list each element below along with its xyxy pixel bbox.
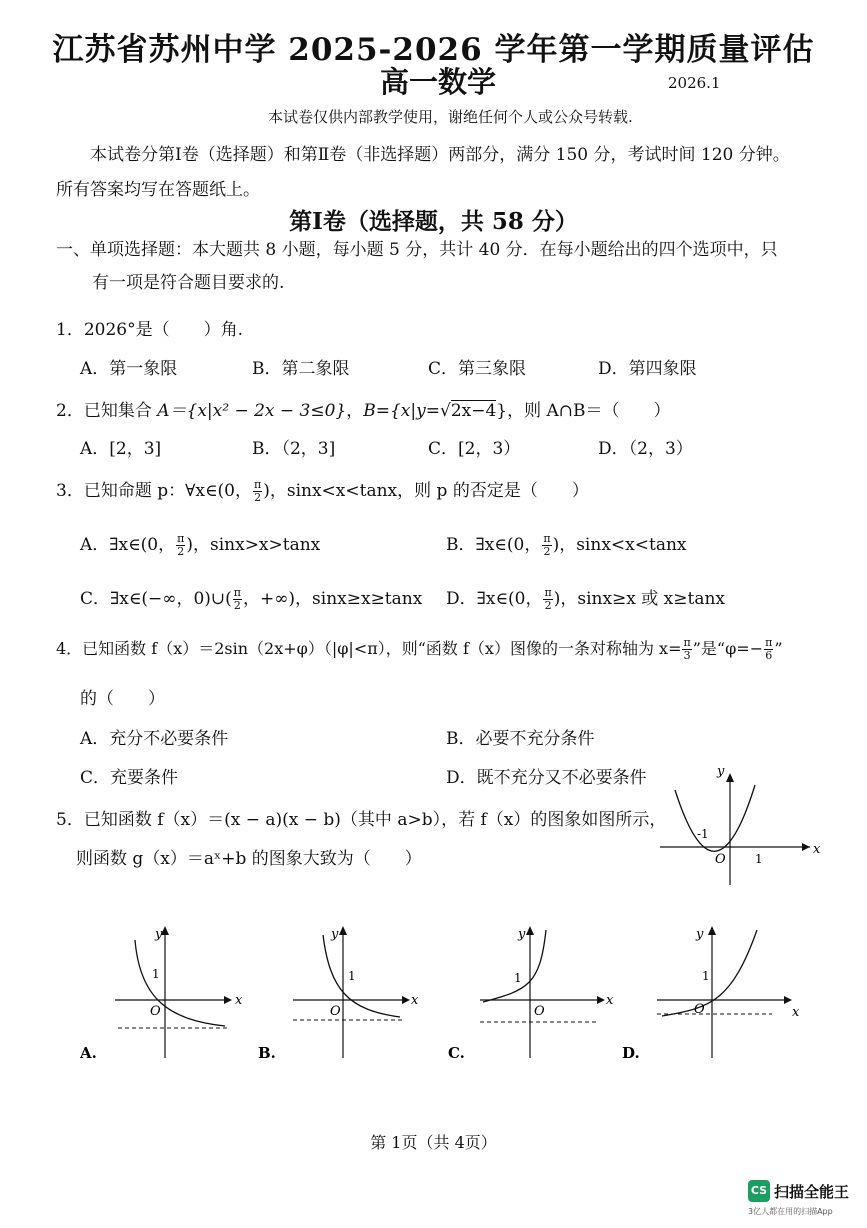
q2-stem-post: ，则 A∩B＝（ ） [507, 401, 671, 421]
fig-minus-one: -1 [697, 827, 709, 841]
q1-option-b: B．第二象限 [252, 359, 350, 379]
q3-stem-pre: 3．已知命题 p：∀x∈(0， [56, 481, 252, 501]
exam-title: 江苏省苏州中学 2025-2026 学年第一学期质量评估 [52, 32, 815, 68]
q3-stem [56, 476, 589, 504]
fig-x-label: x [813, 842, 821, 857]
q1-option-c: C．第三象限 [428, 359, 527, 379]
q3-option-b: B．∃x∈(0， $\frac{\pi}{2}$ )，sinx<x<tanx [446, 532, 687, 558]
svg-text:1: 1 [702, 969, 710, 983]
q3-option-a: A．∃x∈(0， $\frac{\pi}{2}$ )，sinx>x>tanx [80, 532, 321, 558]
fig-origin: O [715, 852, 726, 867]
q2-option-a: A．[2，3] [80, 439, 162, 459]
svg-text:x: x [792, 1005, 800, 1020]
q1-stem: 1．2026°是（ ）角. [56, 320, 243, 340]
pi-over-2-fraction: $\frac{\pi}{2}$ [253, 478, 262, 504]
q4-stem: 4．已知函数 f（x）＝2sin（2x+φ）（|φ|<π），则“函数 f（x）图像的一条对称轴为 x= $\frac{\pi}{3}$ ”是“φ=− $\frac{\pi}{6}$ ” [56, 636, 783, 662]
svg-text:x: x [411, 993, 419, 1008]
svg-text:O: O [694, 1002, 705, 1017]
scanner-logo-icon: CS [748, 1180, 770, 1202]
svg-text:y: y [155, 927, 163, 942]
svg-text:O: O [534, 1004, 545, 1019]
q2-option-b: B．（2，3] [252, 439, 336, 459]
q5-reference-graph [655, 765, 825, 895]
q2-option-d: D．（2，3） [598, 439, 693, 459]
q2-option-c: C．[2，3） [428, 439, 521, 459]
svg-text:1: 1 [348, 969, 356, 983]
svg-text:y: y [696, 927, 704, 942]
scanner-watermark [748, 1180, 849, 1202]
part1-instruction-line-2: 有一项是符合题目要求的. [92, 273, 285, 293]
svg-text:O: O [150, 1004, 161, 1019]
svg-text:x: x [606, 993, 614, 1008]
copyright-notice: 本试卷仅供内部教学使用，谢绝任何个人或公众号转载. [268, 108, 633, 126]
scanner-app-name: 扫描全能王 [774, 1182, 850, 1201]
q4-option-a: A．充分不必要条件 [80, 729, 229, 749]
section-title: 第Ⅰ卷（选择题，共 58 分） [289, 208, 578, 235]
q1-option-a: A．第一象限 [80, 359, 178, 379]
q2-stem-pre: 2．已知集合 [56, 401, 158, 421]
q5-stem-line-2: 则函数 g（x）＝aˣ+b 的图象大致为（ ） [76, 849, 422, 869]
q3-option-d: D．∃x∈(0， $\frac{\pi}{2}$ )，sinx≥x 或 x≥tanx [446, 586, 726, 612]
q5-option-d-graph [622, 920, 802, 1070]
q3-option-c: C．∃x∈(−∞，0)∪( $\frac{\pi}{2}$ ，+∞)，sinx≥x≥tanx [80, 586, 423, 612]
q4-option-b: B．必要不充分条件 [446, 729, 595, 749]
svg-text:1: 1 [514, 971, 522, 985]
graph-label-a: A. [80, 1044, 97, 1062]
q4-stem-cont: 的（ ） [80, 689, 165, 709]
graph-label-c: C. [448, 1044, 465, 1062]
scanner-tagline: 3亿人都在用的扫描App [748, 1207, 833, 1216]
q5-stem-line-1: 5．已知函数 f（x）＝(x − a)(x − b)（其中 a>b），若 f（x）的图象如图所示， [56, 810, 667, 830]
q5-option-b-graph [258, 920, 428, 1070]
q2-set-b-post: } [496, 401, 508, 421]
q2-set-a: A＝{x|x² − 2x − 3≤0} [157, 401, 347, 421]
svg-text:y: y [518, 927, 526, 942]
exam-date: 2026.1 [668, 74, 721, 92]
intro-line-1: 本试卷分第Ⅰ卷（选择题）和第Ⅱ卷（非选择题）两部分，满分 150 分，考试时间 120 分钟。 [90, 145, 790, 165]
fig-one: 1 [755, 852, 763, 866]
part1-instruction-line-1: 一、单项选择题：本大题共 8 小题，每小题 5 分，共计 40 分．在每小题给出的四个选项中，只 [56, 240, 778, 260]
svg-text:x: x [235, 993, 243, 1008]
page-footer: 第 1页（共 4页） [370, 1133, 497, 1152]
graph-label-d: D. [622, 1044, 640, 1062]
q5-option-a-graph [80, 920, 250, 1070]
intro-line-2: 所有答案均写在答题纸上。 [56, 180, 260, 200]
q5-option-c-graph [448, 920, 618, 1070]
q2-sep: ， [346, 401, 364, 421]
svg-text:y: y [331, 927, 339, 942]
graph-label-b: B. [258, 1044, 276, 1062]
exam-subtitle: 高一数学 [380, 65, 497, 99]
q4-option-c: C．充要条件 [80, 768, 179, 788]
q2-sqrt-arg: 2x−4 [450, 401, 497, 421]
q2-stem: 2．已知集合 A＝{x|x² − 2x − 3≤0}，B={x|y=√2x−4}，则 A∩B＝（ ） [56, 401, 671, 421]
q4-option-d: D．既不充分又不必要条件 [446, 768, 647, 788]
q2-set-b-pre: B={x|y= [363, 401, 440, 421]
svg-text:O: O [330, 1004, 341, 1019]
q3-stem-post: )，sinx<x<tanx，则 p 的否定是（ ） [263, 481, 589, 501]
fig-y-label: y [717, 765, 725, 779]
svg-text:1: 1 [152, 967, 160, 981]
q1-option-d: D．第四象限 [598, 359, 697, 379]
